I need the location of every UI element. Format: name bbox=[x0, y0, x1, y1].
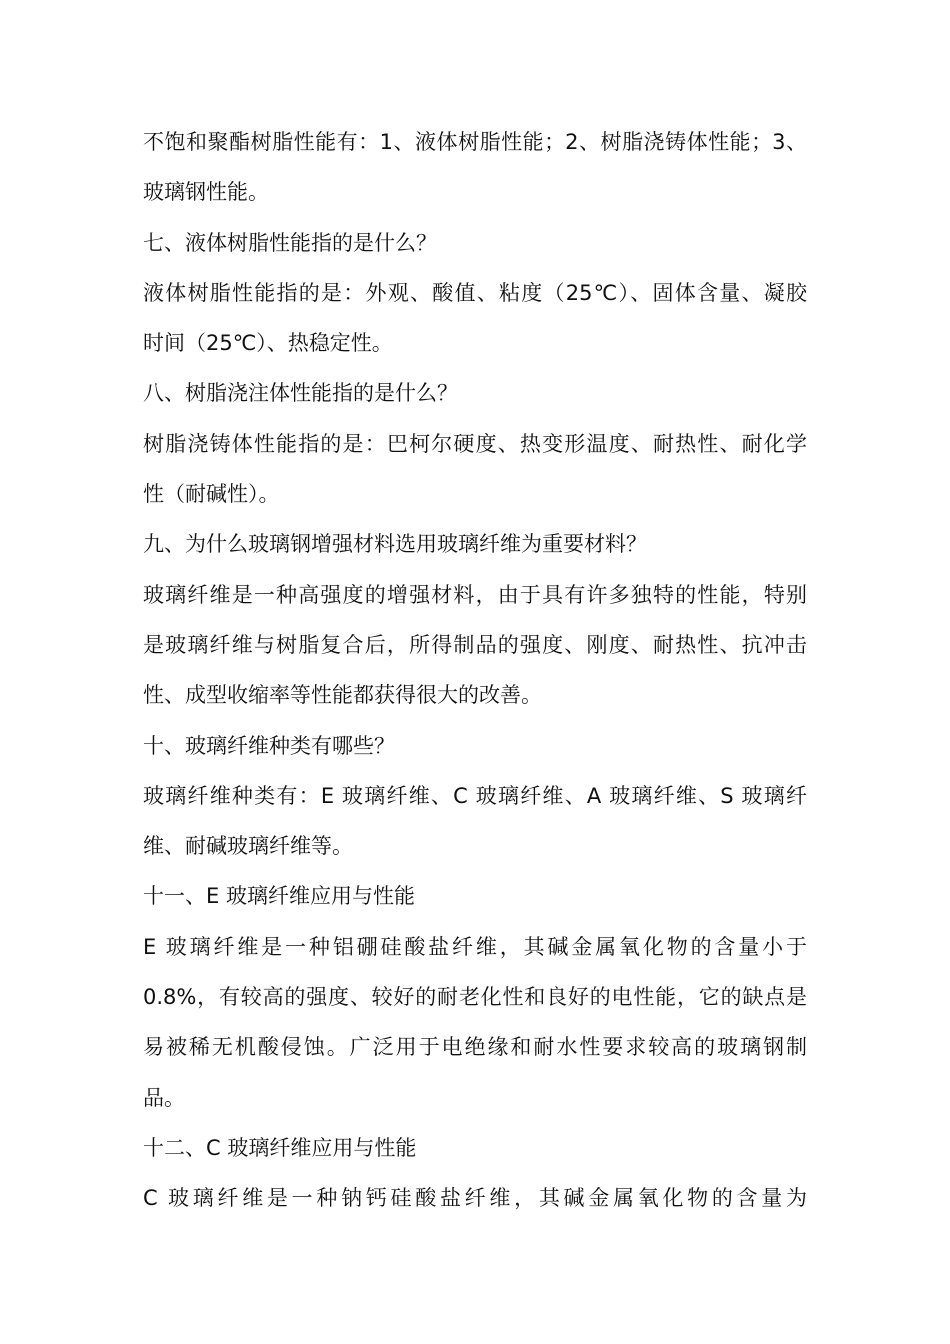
text-line: C 玻璃纤维是一种钠钙硅酸盐纤维，其碱金属氧化物的含量为 bbox=[143, 1186, 807, 1211]
text-line: 时间（25℃）、热稳定性。 bbox=[143, 331, 393, 356]
text-line: E 玻璃纤维是一种铝硼硅酸盐纤维，其碱金属氧化物的含量小于 bbox=[143, 934, 807, 959]
text-line: 液体树脂性能指的是：外观、酸值、粘度（25℃）、固体含量、凝胶 bbox=[143, 280, 807, 305]
text-line: 十二、C 玻璃纤维应用与性能 bbox=[143, 1135, 417, 1160]
text-line: 玻璃纤维是一种高强度的增强材料，由于具有许多独特的性能，特别 bbox=[143, 582, 807, 607]
text-line: 性、成型收缩率等性能都获得很大的改善。 bbox=[143, 683, 542, 708]
text-line: 是玻璃纤维与树脂复合后，所得制品的强度、刚度、耐热性、抗冲击 bbox=[143, 632, 807, 657]
text-line: 易被稀无机酸侵蚀。广泛用于电绝缘和耐水性要求较高的玻璃钢制 bbox=[143, 1035, 807, 1060]
text-line: 不饱和聚酯树脂性能有：1、液体树脂性能；2、树脂浇铸体性能；3、 bbox=[143, 130, 807, 154]
text-line: 玻璃纤维种类有：E 玻璃纤维、C 玻璃纤维、A 玻璃纤维、S 玻璃纤 bbox=[143, 783, 807, 808]
text-line: 八、树脂浇注体性能指的是什么？ bbox=[143, 381, 458, 406]
text-line: 玻璃钢性能。 bbox=[143, 180, 269, 205]
text-line: 七、液体树脂性能指的是什么？ bbox=[143, 230, 437, 255]
text-line: 品。 bbox=[143, 1085, 185, 1110]
text-line: 九、为什么玻璃钢增强材料选用玻璃纤维为重要材料？ bbox=[143, 532, 647, 557]
text-line: 十、玻璃纤维种类有哪些？ bbox=[143, 733, 395, 758]
text-line: 性（耐碱性）。 bbox=[143, 482, 280, 507]
text-line: 树脂浇铸体性能指的是：巴柯尔硬度、热变形温度、耐热性、耐化学 bbox=[143, 431, 807, 456]
text-line: 0.8%，有较高的强度、较好的耐老化性和良好的电性能，它的缺点是 bbox=[143, 985, 807, 1010]
text-line: 维、耐碱玻璃纤维等。 bbox=[143, 834, 353, 859]
text-line: 十一、E 玻璃纤维应用与性能 bbox=[143, 884, 415, 909]
